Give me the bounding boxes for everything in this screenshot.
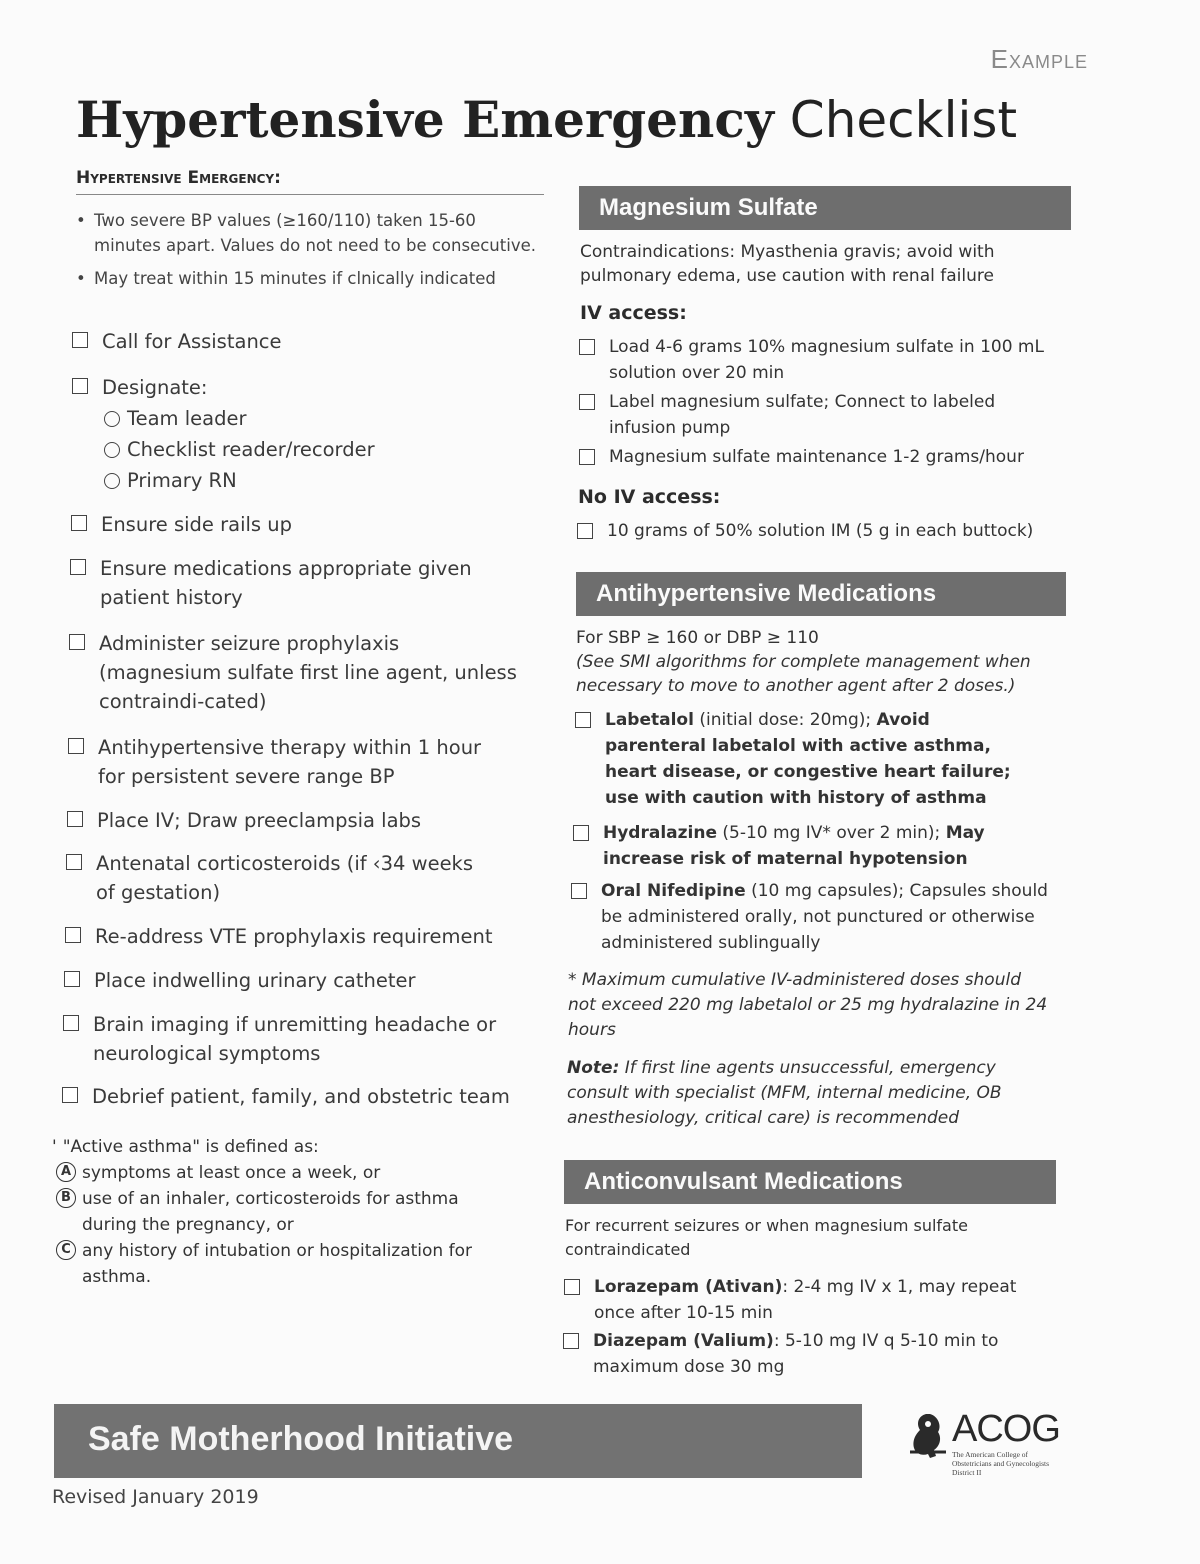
checkbox[interactable] [577,523,593,539]
checkbox[interactable] [579,339,595,355]
checkbox[interactable] [575,712,591,728]
acog-wordmark: ACOG [952,1408,1060,1450]
checkbox[interactable] [71,515,87,531]
antihypertensive-header: Antihypertensive Medications [576,572,1066,616]
drug-dose: (initial dose: 20mg); [693,710,877,730]
checklist-item-vte[interactable] [65,922,535,951]
checklist-label: Brain imaging if unremitting headache or neurological symptoms [93,1013,497,1065]
checklist-item-corticosteroids[interactable] [66,849,486,907]
med-item-labetalol[interactable] [575,707,1025,811]
checklist-item-place-iv[interactable] [67,806,527,835]
checklist-item-catheter[interactable] [64,966,534,995]
checkbox[interactable] [64,971,80,987]
anticonvulsant-header: Anticonvulsant Medications [564,1160,1056,1204]
checklist-label: Antihypertensive therapy within 1 hour for persistent severe range BP [98,736,482,788]
checkbox[interactable] [62,1087,78,1103]
checklist-label: Debrief patient, family, and obstetric team [92,1085,510,1108]
title-light: Checklist [789,91,1018,149]
drug-warning: Avoid parenteral labetalol with active asthma, heart disease, or congestive heart failure; use with caution with history of asthma [605,710,1011,808]
bullet-two-values: • Two severe BP values (≥160/110) taken 15-60 minutes apart. Values do not need to be consecutive. [76,208,546,258]
checklist-item-call[interactable] [72,327,532,356]
radio-circle[interactable] [104,473,120,489]
checkbox[interactable] [579,394,595,410]
anticonvulsant-criteria: For recurrent seizures or when magnesium sulfate contraindicated [565,1216,968,1259]
acog-sub-line: The American College of [952,1450,1029,1459]
checklist-label: Place IV; Draw preeclampsia labs [97,809,422,832]
drug-name: Lorazepam (Ativan) [594,1277,783,1297]
checklist-label: Load 4-6 grams 10% magnesium sulfate in 100 mL solution over 20 min [609,337,1044,383]
checkbox[interactable] [67,811,83,827]
acog-emblem-icon [906,1410,952,1460]
radio-team-leader[interactable] [104,404,247,433]
magnesium-contraindications: Contraindications: Myasthenia gravis; avoid with pulmonary edema, use caution with renal failure [580,242,995,286]
circled-letter-b: B [56,1188,76,1208]
labetalol-text [605,707,1025,811]
checkbox[interactable] [63,1015,79,1031]
asthma-intro-text: "Active asthma" is defined as: [62,1137,319,1157]
checkbox[interactable] [69,634,85,650]
asthma-intro [52,1134,512,1160]
checkbox[interactable] [70,559,86,575]
footer-banner-title: Safe Motherhood Initiative [88,1420,514,1458]
checklist-label: Call for Assistance [102,330,282,353]
mag-item-maintenance[interactable] [579,444,1059,470]
nifedipine-text [601,878,1051,956]
max-dose-footnote: * Maximum cumulative IV-administered doses should not exceed 220 mg labetalol or 25 mg hydralazine in 24 hours [568,970,1048,1040]
magnesium-header: Magnesium Sulfate [579,186,1071,230]
iv-access-heading: IV access: [580,302,687,324]
title-bold: Hypertensive Emergency [76,90,774,149]
checklist-label: Designate: [102,376,208,399]
antihyp-criteria: For SBP ≥ 160 or DBP ≥ 110 [576,628,819,648]
asthma-item-text: use of an inhaler, corticosteroids for asthma during the pregnancy, or [82,1189,459,1235]
checkbox[interactable] [65,927,81,943]
med-item-hydralazine[interactable] [573,820,1063,872]
checkbox[interactable] [563,1333,579,1349]
asthma-item-text: any history of intubation or hospitalization for asthma. [82,1241,472,1287]
checklist-item-antihypertensive[interactable] [68,733,488,791]
checklist-item-side-rails[interactable] [71,510,531,539]
lorazepam-text [594,1274,1054,1326]
example-label: Example [990,44,1088,74]
hydralazine-text [603,820,1063,872]
checklist-item-meds-appropriate[interactable] [70,554,490,612]
revised-date: Revised January 2019 [52,1486,259,1508]
no-iv-access-heading: No IV access: [578,486,721,508]
acog-sub-line: Obstetricians and Gynecologists [952,1459,1050,1468]
asthma-item-b [52,1186,512,1238]
option-label: Team leader [127,407,247,430]
checklist-label: Place indwelling urinary catheter [94,969,416,992]
radio-circle[interactable] [104,442,120,458]
acog-logo [906,1408,1086,1498]
checkbox[interactable] [72,332,88,348]
note-text: If first line agents unsuccessful, emergency consult with specialist (MFM, internal medicine, OB anesthesiology, critical care) is recommended [567,1058,1002,1128]
drug-name: Oral Nifedipine [601,881,746,901]
checklist-label: Re-address VTE prophylaxis requirement [95,925,493,948]
checkbox[interactable] [573,825,589,841]
checkbox[interactable] [579,449,595,465]
checklist-label: 10 grams of 50% solution IM (5 g in each buttock) [607,521,1034,541]
checklist-item-brain-imaging[interactable] [63,1010,503,1068]
criteria-bullets [76,208,546,299]
drug-dose: (5-10 mg IV* over 2 min); [717,823,946,843]
circled-letter-a: A [56,1162,76,1182]
med-item-lorazepam[interactable] [564,1274,1054,1326]
checkbox[interactable] [571,883,587,899]
circled-letter-c: C [56,1240,76,1260]
checklist-item-designate[interactable] [72,373,532,402]
drug-dose: (10 mg capsules); Capsules should be administered orally, not punctured or otherwise administered sublingually [601,881,1048,953]
drug-dose: : 2-4 mg IV x 1, may repeat once after 10-15 min [594,1277,1017,1323]
antihyp-criteria-note: (See SMI algorithms for complete management when necessary to move to another agent after 2 doses.) [576,652,1031,696]
hypertensive-emergency-heading: Hypertensive Emergency: [76,168,544,195]
note-specialist [567,1056,1037,1131]
med-item-nifedipine[interactable] [571,878,1051,956]
diazepam-text [593,1328,1003,1380]
med-item-diazepam[interactable] [563,1328,1003,1380]
checklist-label: Ensure medications appropriate given patient history [100,557,472,609]
mag-item-load[interactable] [579,334,1059,386]
asthma-item-text: symptoms at least once a week, or [82,1163,381,1183]
drug-name: Hydralazine [603,823,717,843]
asthma-item-a [52,1160,512,1186]
checkbox[interactable] [66,854,82,870]
drug-name: Diazepam (Valium) [593,1331,774,1351]
bullet-treat-within: • May treat within 15 minutes if clnically indicated [76,266,546,291]
checklist-label: Administer seizure prophylaxis (magnesium sulfate first line agent, unless contraindi-cated) [99,632,517,713]
mag-item-im[interactable] [577,518,1067,544]
option-label: Checklist reader/recorder [127,438,375,461]
checklist-item-debrief[interactable] [62,1082,542,1111]
asthma-item-c [52,1238,512,1290]
option-label: Primary RN [127,469,237,492]
drug-dose: : 5-10 mg IV q 5-10 min to maximum dose 30 mg [593,1331,999,1377]
checklist-label: Magnesium sulfate maintenance 1-2 grams/hour [609,447,1024,467]
checkbox[interactable] [72,378,88,394]
drug-warning: May increase risk of maternal hypotension [603,823,985,869]
footnote-marker: ' [52,1137,57,1157]
drug-name: Labetalol [605,710,694,730]
checklist-label: Antenatal corticosteroids (if ‹34 weeks of gestation) [96,852,474,904]
checkbox[interactable] [68,738,84,754]
page-title [76,90,1017,149]
radio-primary-rn[interactable] [104,466,237,495]
acog-sub-line: District II [952,1468,982,1477]
radio-checklist-reader[interactable] [104,435,375,464]
acog-subtitle [952,1450,1092,1477]
checklist-label: Label magnesium sulfate; Connect to labeled infusion pump [609,392,996,438]
note-label: Note: [567,1058,620,1078]
checklist-label: Ensure side rails up [101,513,293,536]
checkbox[interactable] [564,1279,580,1295]
radio-circle[interactable] [104,411,120,427]
active-asthma-note [52,1134,512,1290]
mag-item-label[interactable] [579,389,1019,441]
checklist-item-seizure-prophylaxis[interactable] [69,629,524,716]
